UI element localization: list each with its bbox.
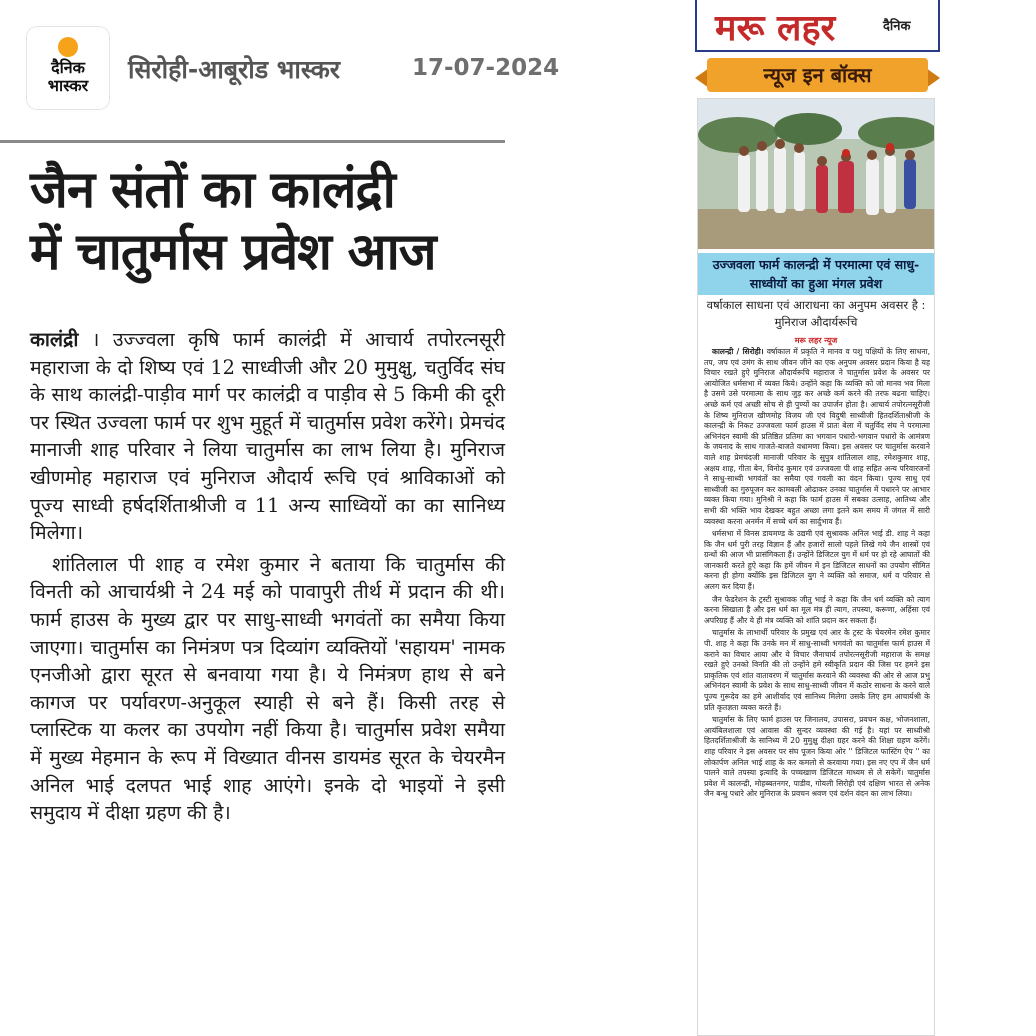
news-box [697, 98, 935, 1036]
paragraph-1-text: । उज्ज्वला कृषि फार्म कालंद्री में आचार्य तपोरत्नसूरी महाराजा के दो शिष्य एवं 12 साध्वीजी और 20 मुमुक्षु, चतुर्विद संघ के साथ कालंद्री-पाड़ीव मार्ग पर कालंद्री व पाड़ीव से 5 किमी की दूरी पर स्थित उज्वला फार्म पर शुभ मुहूर्त में चातुर्मास प्रवेश करेंगे। प्रेमचंद मानाजी शाह परिवार ने लिया चातुर्मास का लाभ लिया है। मुनिराज खीणमोह महाराज एवं मुनिराज औदार्य रूचि एवं श्राविकाओं को पूज्य साध्वी हर्षदर्शिताश्रीजी व 11 अन्य साध्वियों का का सानिध्य मिलेगा। [30, 328, 505, 545]
article-paragraph-1 [30, 326, 505, 547]
article-dateline: कालंद्री [30, 328, 79, 351]
masthead [695, 0, 940, 52]
masthead-title: मरू लहर [715, 8, 836, 49]
clipping-paragraph-1-text: वर्षाकाल में प्रकृति ने मानव व पशु पक्षियों के लिए साधना, तप, जप एवं उमंग के साथ जीवन जीने का एक अनुपम अवसर प्रदान किया है यह विचार रखते हुऐ मुनिराज औदार्यरूचि महाराज ने चातुर्मास प्रवेश के अवसर पर आयोजित धर्मसभा में व्यक्त किये। उन्होंने कहा कि व्यक्ति को जो मानव भव मिला है उसमे उसे परमात्मा के साथ जुड़ कर अच्छे कर्म करने की तरफ बढना चाहिए। अच्छे कर्म एवं अच्छी सोच से ही पुण्यों का उपार्जन होता है। आचार्य तपोरत्नसूरीजी के शिष्य मुनिराज खीणमोह विजय जी एवं विदुषी साध्वीजी हितदर्शिताश्रीजी के कालन्द्री के निकट उज्जवला फार्म हाउस में प्रातः बेला में चतुर्विद संघ ने परमात्मा अभिनंदन स्वामी की प्रतिष्ठित प्रतिमा का भगवान पधारो-भगवान पधारो के आमंत्रण के जयनाद के साथ गाजते-बाजते वधामणा किया। इस अवसर पर चातुर्मास करवाने वाले शाह प्रेमचंदजी मानाजी परिवार के सुपुत्र शांतिलाल शाह, रमेशकुमार शाह, अक्षय शाह, गीता बेन, विनोद कुमार एवं उज्जवला पी शाह सहित अन्य परिवारजनों ने साधु-साध्वी भगवंतों का समैया एवं गवली का वंदन किया। पूज्य साधु एवं साध्वीजी का गुरुपूजन कर कामबली ओढाकर उनका चातुर्मास में पधारने पर आभार व्यक्त किया गया। मुनिश्री ने कहा कि फार्म हाउस में सबका उत्साह, आतिथ्य और सभी की भक्ति भाव देखकर बहुत अच्छा लगा इतने कम समय में जंगल में सारी व्यवस्था करना अनर्मन में सच्चे धर्म का सार्दुभाव हैं। [704, 347, 930, 526]
banner-right-ribbon [926, 68, 940, 88]
clipping-paragraph-1 [704, 347, 930, 527]
clipping-subheadline: वर्षाकाल साधना एवं आराधना का अनुपम अवसर है : मुनिराज औदार्यरूचि [706, 298, 926, 329]
clipping-headline: उज्जवला फार्म कालन्द्री में परमात्मा एवं साधु-साध्वीयों का हुआ मंगल प्रवेश [698, 253, 934, 295]
article-paragraph-2: शांतिलाल पी शाह व रमेश कुमार ने बताया कि चातुर्मास की विनती को आचार्यश्री ने 24 मई को पावापुरी तीर्थ में प्रदान की थी। फार्म हाउस के मुख्य द्वार पर साधु-साध्वी भगवंतों का समैया किया जाएगा। चातुर्मास का निमंत्रण पत्र दिव्यांग व्यक्तियों 'सहायम' नामक एनजीओ द्वारा सूरत से बनवाया गया है। ये निमंत्रण हाथ से बने कागज पर पर्यावरण-अनुकूल स्याही से बने हैं। किसी तरह से प्लास्टिक या कलर का उपयोग नहीं किया है। चातुर्मास प्रवेश समैया में मुख्य मेहमान के रूप में विख्यात वीनस डायमंड सूरत के चेयरमैन अनिल भाई दलपत भाई शाह आएंगे। इनके दो भाइयों ने इसी समुदाय में दीक्षा ग्रहण की है। [30, 552, 505, 825]
clipping-paragraph-3: जैन फेडरेशन के ट्रस्टी सुश्रावक जीतु भाई ने कहा कि जैन धर्म व्यक्ति को त्याग करना सिखाता है और इस धर्म का मूल मंत्र ही त्याग, तपस्या, करूणा, अहिंसा एवं अपरिग्रह हैं और ये ही मंत्र व्यक्ति को शांति प्रदान कर सकता हैं। [704, 594, 930, 625]
logo-text-line1: दैनिक [51, 58, 85, 77]
clipping-paragraph-4: चातुर्मास के लाभार्थी परिवार के प्रमुख एवं आर के ट्रस्ट के चेयरमेन रमेश कुमार पी. शाह ने कहा कि उनके मन में साधु-साध्वी भगवंतो का चातुर्मास फार्म हाउस में कराने का विचार आया और ये विचार जैनाचार्य तपोरत्नसूरीजी महाराज के समक्ष रखते हुऐ उनको विनति की तो उन्होंने हमे स्वीकृति प्रदान की जिस पर हमने इस प्राकृतिक एवं शांत वातावरण में चातुर्मास करवाने की व्यवस्था की ओर से आज प्रभु अभिनंदन स्वामी के प्रवेश के साथ साधु-साध्वी जीवन में कठोर साधना के करने वाले पूज्य गुरूदेव का हमे आशीर्वाद एवं सानिध्य मिलेगा उसके लिए हम आचार्यश्री के प्रति कृतज्ञता व्यक्त करते हैं। [704, 628, 930, 712]
clipping-dateline: कालन्द्री / सिरोही। [712, 347, 764, 356]
publication-date: 17-07-2024 [412, 55, 560, 81]
clipping-paragraph-2: धर्मसभा में विनस डायमण्ड के उद्यमी एवं सुश्रावक अनिल भाई डी. शाह ने कहा कि जैन धर्म पुरी तरह विज्ञान हैं और हजारों सालो पहले लिखे गये जैन शास्त्रों एवं ग्रन्थों की आज भी प्रासंगिकता हैं। उन्होंने डिजिटल युग में धर्म पर हो रहे आघातों की जानकारी करते हुऐ कहा कि हमें जीवन में इन डिजिटल साधनों का उपयोग सीमित करना ही होगा क्योंकि इस डिजिटल युग ने व्यक्ति को समाज, धर्म व परिवार से अलग कर दिया हैं। [704, 529, 930, 592]
dainik-bhaskar-logo [27, 27, 109, 109]
news-in-box-banner [695, 56, 940, 96]
main-article [30, 160, 505, 825]
banner-label: न्यूज इन बॉक्स [707, 58, 928, 92]
sun-logo-icon [58, 37, 78, 57]
article-headline [30, 160, 505, 284]
clipping-paragraph-5: चातुर्मास के लिए फार्म हाउस पर जिनालय, उपासरा, प्रवचन कक्ष, भोजनशाला, आयंबिलशाला एवं आवास की सुन्दर व्यवस्था की गई है। यहां पर साध्वीश्री हितदर्शिताश्रीजी के सानिध्य में 20 मुमुक्षु दीक्षा ग्रहर करने की शिक्षा ग्रहण करेंगें। शाह परिवार ने इस अवसर पर संघ पूजन किया ओर '' डिजिटल फास्टिंग ऐप '' का लोकार्पण अनिल भाई शाह के कर कमलो से करवाया गया। इस नए एप में जैन धर्म पालने वाले तपस्या इत्यादि के पच्चखाण डिजिटल माध्यम से ले सकेगें। चातुर्मास प्रवेश में कालन्द्री, मोहब्बतनगर, पाडीव, गोयली सिरोही एवं दक्षिण भारत से अनेक जैन बन्धु पधारे ओर मुनिराज के प्रवचन श्रवण एवं दर्शन वंदन का लाभ लिया। [704, 715, 930, 799]
event-photo [698, 99, 934, 249]
clipping-body [704, 347, 930, 1035]
edition-title: सिरोही-आबूरोड भास्कर [128, 55, 341, 84]
headline-line-2: में चातुर्मास प्रवेश आज [30, 223, 436, 282]
article-body [30, 326, 505, 827]
logo-text-line2: भास्कर [47, 76, 89, 95]
clipping-byline: मरू लहर न्यूज [794, 336, 838, 345]
header-divider [0, 140, 505, 143]
masthead-daily: दैनिक [883, 19, 911, 34]
headline-line-1: जैन संतों का कालंद्री [30, 161, 395, 220]
maru-lahar-clipping [695, 0, 940, 1036]
